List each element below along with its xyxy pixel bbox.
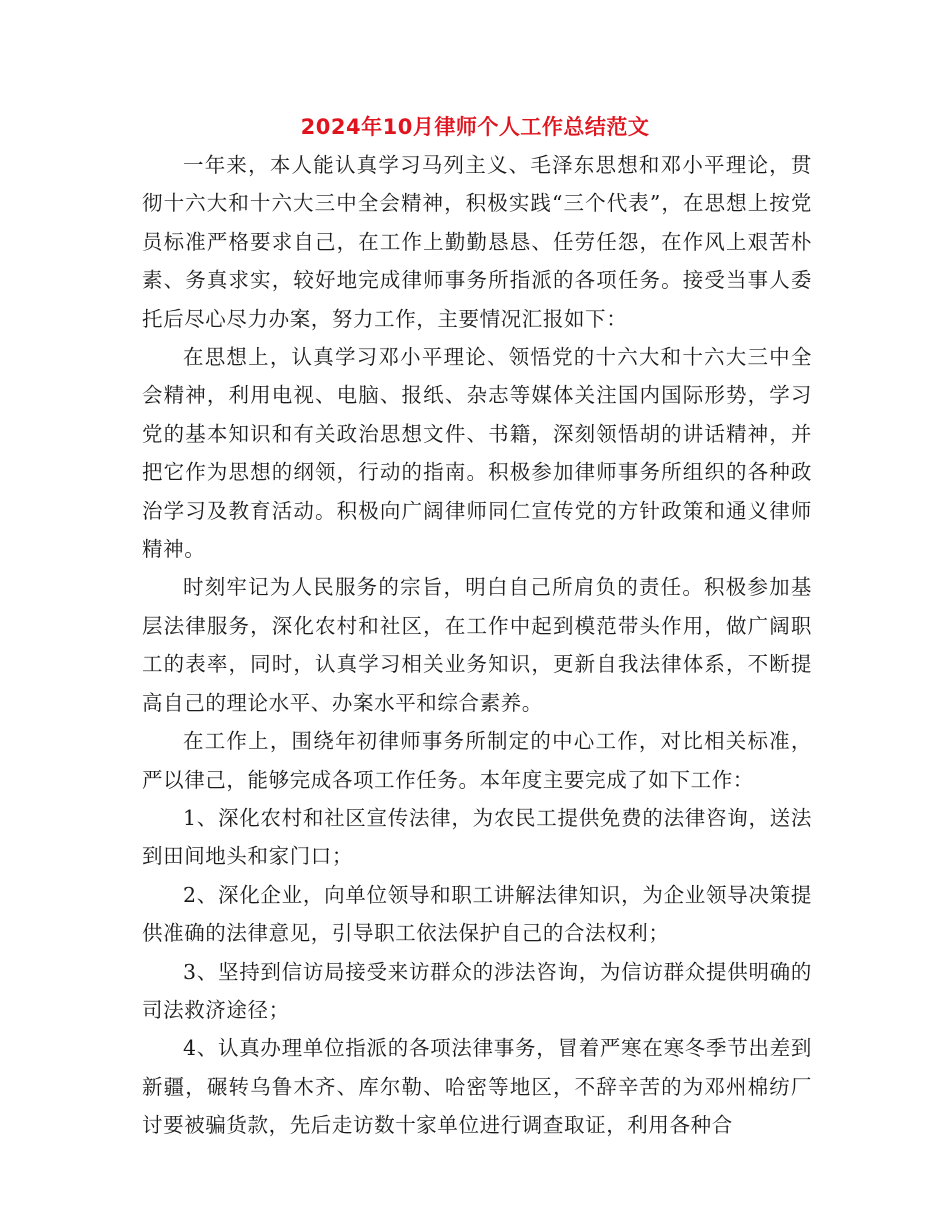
- paragraph-work: 在工作上，围绕年初律师事务所制定的中心工作，对比相关标准，严以律己，能够完成各项工作任务。本年度主要完成了如下工作：: [142, 729, 812, 792]
- list-item-1: 1、深化农村和社区宣传法律，为农民工提供免费的法律咨询，送法到田间地头和家门口；: [142, 805, 812, 869]
- list-item-4: 4、认真办理单位指派的各项法律事务，冒着严寒在寒冬季节出差到新疆，碾转乌鲁木齐、库尔勒、哈密等地区，不辞辛苦的为邓州棉纺厂讨要被骗货款，先后走访数十家单位进行调查取证，利用各种合: [142, 1036, 812, 1138]
- document-title: 2024年10月律师个人工作总结范文: [300, 115, 650, 139]
- list-item-2: 2、深化企业，向单位领导和职工讲解法律知识，为企业领导决策提供准确的法律意见，引导职工依法保护自己的合法权利；: [142, 882, 812, 946]
- paragraph-intro: 一年来，本人能认真学习马列主义、毛泽东思想和邓小平理论，贯彻十六大和十六大三中全会精神，积极实践“三个代表”，在思想上按党员标准严格要求自己，在工作上勤勤恳恳、任劳任怨，在作风上艰苦朴素、务真求实，较好地完成律师事务所指派的各项任务。接受当事人委托后尽心尽力办案，努力工作，主要情况汇报如下：: [142, 153, 812, 331]
- paragraph-thought: 在思想上，认真学习邓小平理论、领悟党的十六大和十六大三中全会精神，利用电视、电脑、报纸、杂志等媒体关注国内国际形势，学习党的基本知识和有关政治思想文件、书籍，深刻领悟胡的讲话精神，并把它作为思想的纲领，行动的指南。积极参加律师事务所组织的各种政治学习及教育活动。积极向广阔律师同仁宣传党的方针政策和通义律师精神。: [142, 345, 812, 562]
- list-item-3: 3、坚持到信访局接受来访群众的涉法咨询，为信访群众提供明确的司法救济途径；: [142, 959, 812, 1022]
- document-body: [142, 146, 812, 1145]
- paragraph-service: 时刻牢记为人民服务的宗旨，明白自己所肩负的责任。积极参加基层法律服务，深化农村和社区，在工作中起到模范带头作用，做广阔职工的表率，同时，认真学习相关业务知识，更新自我法律体系，不断提高自己的理论水平、办案水平和综合素养。: [142, 575, 812, 715]
